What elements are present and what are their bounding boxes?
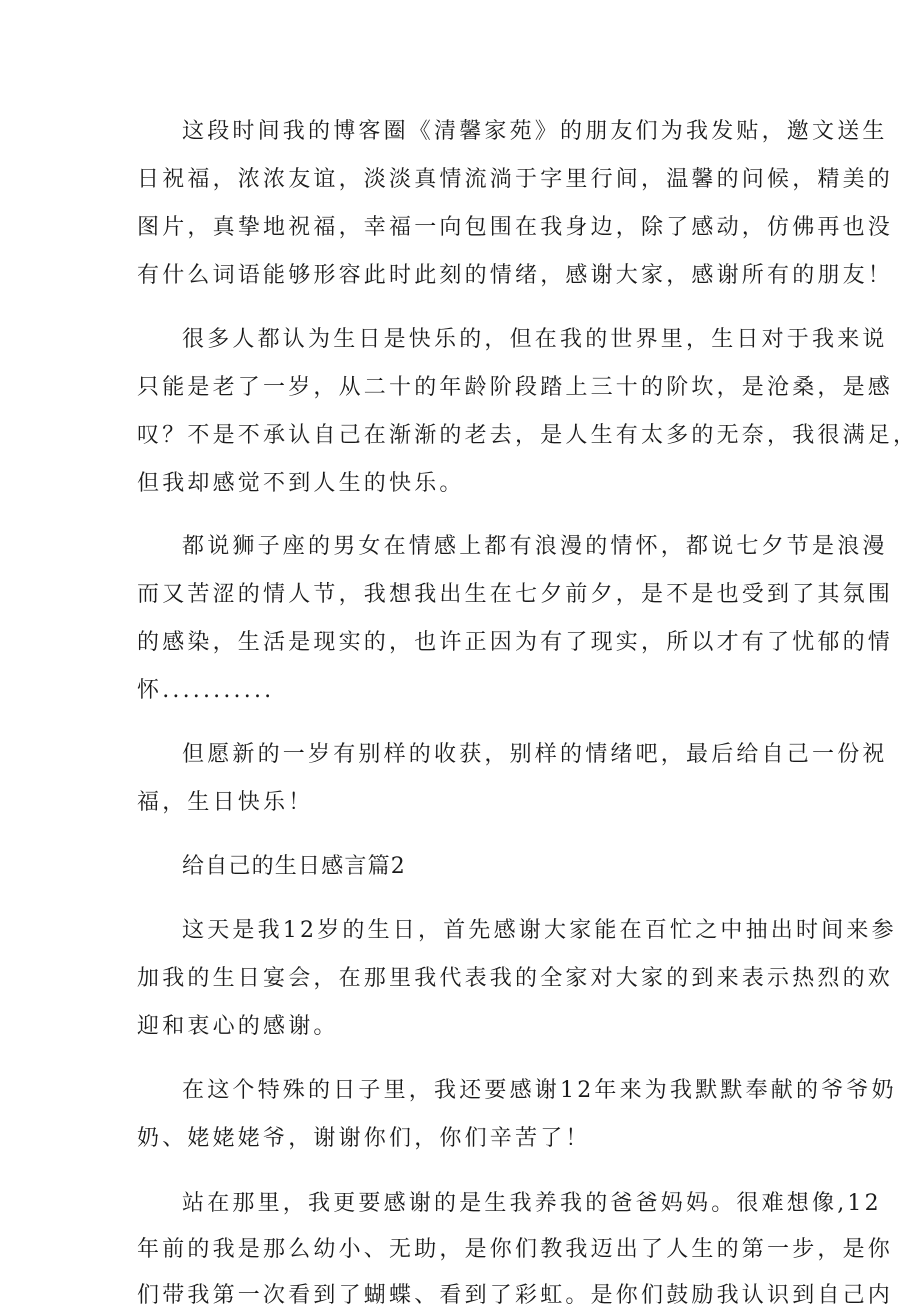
- paragraph-7-line-2: 年前的我是那么幼小、无助，是你们教我迈出了人生的第一步，是你: [137, 1237, 894, 1262]
- paragraph-6-line-1: 在这个特殊的日子里，我还要感谢12年来为我默默奉献的爷爷奶: [182, 1078, 897, 1103]
- paragraph-2-line-1: 很多人都认为生日是快乐的，但在我的世界里，生日对于我来说: [182, 327, 888, 352]
- paragraph-1-line-3: 图片，真挚地祝福，幸福一向包围在我身边，除了感动，仿佛再也没: [137, 215, 894, 240]
- paragraph-5-line-3: 迎和衷心的感谢。: [137, 1014, 339, 1039]
- paragraph-1-line-4: 有什么词语能够形容此时此刻的情绪，感谢大家，感谢所有的朋友！: [137, 263, 894, 288]
- paragraph-3-line-3: 的感染，生活是现实的，也许正因为有了现实，所以才有了忧郁的情: [137, 630, 894, 655]
- section-heading: 给自己的生日感言篇2: [182, 854, 406, 879]
- paragraph-3-line-4: 怀...........: [137, 678, 275, 703]
- paragraph-6-line-2: 奶、姥姥姥爷，谢谢你们，你们辛苦了！: [137, 1126, 591, 1151]
- paragraph-1-line-1: 这段时间我的博客圈《清馨家苑》的朋友们为我发贴，邀文送生: [182, 119, 888, 144]
- paragraph-3-line-1: 都说狮子座的男女在情感上都有浪漫的情怀，都说七夕节是浪漫: [182, 534, 888, 559]
- paragraph-2-line-4: 但我却感觉不到人生的快乐。: [137, 471, 465, 496]
- paragraph-2-line-2: 只能是老了一岁，从二十的年龄阶段踏上三十的阶坎，是沧桑，是感: [137, 375, 894, 400]
- paragraph-3-line-2: 而又苦涩的情人节，我想我出生在七夕前夕，是不是也受到了其氛围: [137, 582, 894, 607]
- paragraph-4-line-2: 福，生日快乐！: [137, 790, 314, 815]
- paragraph-5-line-1: 这天是我12岁的生日，首先感谢大家能在百忙之中抽出时间来参: [182, 918, 897, 943]
- paragraph-5-line-2: 加我的生日宴会，在那里我代表我的全家对大家的到来表示热烈的欢: [137, 966, 894, 991]
- paragraph-1-line-2: 日祝福，浓浓友谊，淡淡真情流淌于字里行间，温馨的问候，精美的: [137, 167, 894, 192]
- paragraph-7-line-1: 站在那里，我更要感谢的是生我养我的爸爸妈妈。很难想像,12: [182, 1191, 882, 1216]
- paragraph-7-line-3: 们带我第一次看到了蝴蝶、看到了彩虹。是你们鼓励我认识到自己内: [137, 1283, 894, 1308]
- paragraph-4-line-1: 但愿新的一岁有别样的收获，别样的情绪吧，最后给自己一份祝: [182, 742, 888, 767]
- paragraph-2-line-3: 叹？不是不承认自己在渐渐的老去，是人生有太多的无奈，我很满足，: [137, 423, 919, 448]
